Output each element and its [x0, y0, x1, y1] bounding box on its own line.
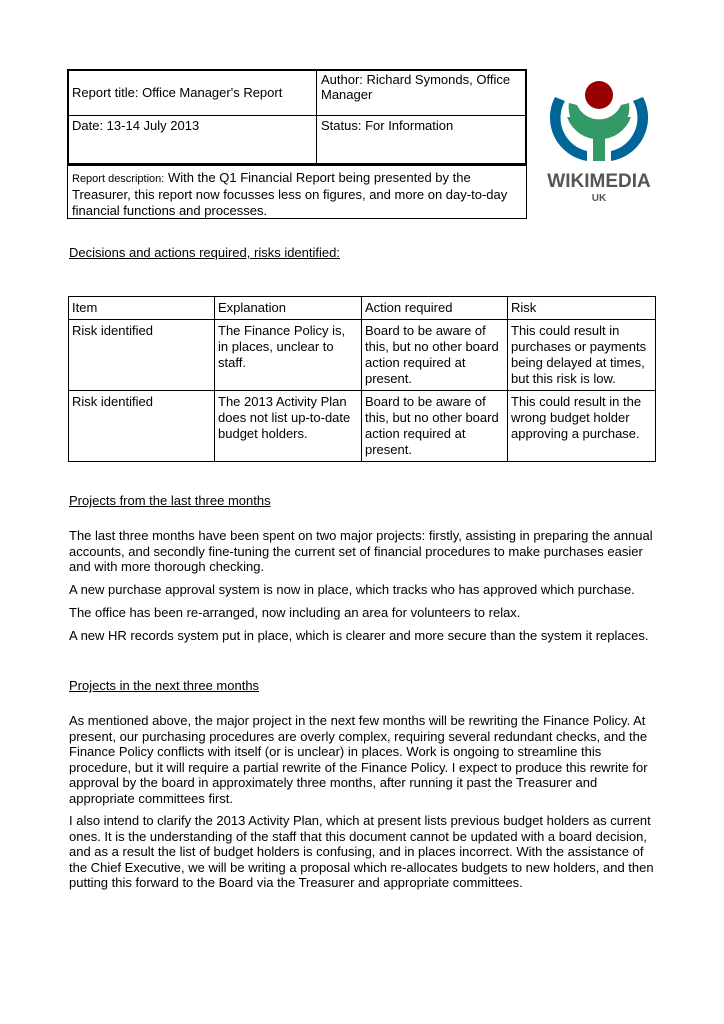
next-paragraph-2: I also intend to clarify the 2013 Activity Plan, which at present lists previous budget holders as current ones. It is the understanding of the staff that this document cannot be updated with a board decision, and as a result the list of budget holders is confusing, and in places incorrect. With the assistance of the Chief Executive, we will be writing a proposal which re-allocates budgets to new holders, and then putting this forward to the Board via the Treasurer and appropriate committees.	[69, 813, 654, 890]
table-header-row	[69, 297, 656, 320]
wikimedia-uk-logo	[541, 77, 659, 207]
column-header-explanation: Explanation	[215, 297, 362, 320]
table-cell: The 2013 Activity Plan does not list up-to-date budget holders.	[215, 391, 362, 462]
table-cell: Risk identified	[69, 320, 215, 391]
logo-red-dot	[585, 81, 613, 109]
logo-wordmark: WIKIMEDIA	[547, 171, 651, 192]
report-header-table	[67, 69, 527, 164]
column-header-item: Item	[69, 297, 215, 320]
report-date: Date: 13-14 July 2013	[68, 116, 317, 164]
logo-subtext: UK	[591, 193, 607, 204]
table-cell: The Finance Policy is, in places, unclear to staff.	[215, 320, 362, 391]
report-status: Status: For Information	[317, 116, 527, 164]
table-cell: Board to be aware of this, but no other board action required at present.	[362, 391, 508, 462]
past-paragraph-1: The last three months have been spent on two major projects: firstly, assisting in preparing the annual accounts, and secondly fine-tuning the current set of financial procedures to make purchases easier and with more thorough checking.	[69, 528, 653, 574]
table-cell: Board to be aware of this, but no other board action required at present.	[362, 320, 508, 391]
past-paragraph-2: A new purchase approval system is now in place, which tracks who has approved which purchase.	[69, 582, 635, 597]
decisions-table	[68, 296, 656, 462]
table-row	[69, 320, 656, 391]
decisions-heading: Decisions and actions required, risks identified:	[69, 245, 340, 260]
next-projects-heading: Projects in the next three months	[69, 678, 260, 693]
description-text: With the Q1 Financial Report being presented by the Treasurer, this report now focusses less on figures, and more on day-to-day financial functions and processes.	[72, 170, 508, 218]
table-cell: This could result in the wrong budget holder approving a purchase.	[508, 391, 656, 462]
report-author: Author: Richard Symonds, Office Manager	[317, 70, 527, 116]
description-label: Report description:	[72, 173, 165, 185]
past-paragraph-4: A new HR records system put in place, which is clearer and more secure than the system it replaces.	[69, 628, 649, 643]
past-paragraph-3: The office has been re-arranged, now including an area for volunteers to relax.	[69, 605, 521, 620]
next-paragraph-1: As mentioned above, the major project in the next few months will be rewriting the Finance Policy. At present, our purchasing procedures are overly complex, requiring several redundant checks, and the Finance Policy conflicts with itself (or is unclear) in places. Work is ongoing to streamline this procedure, but it will require a partial rewrite of the Finance Policy. I expect to produce this rewrite for approval by the board in approximately three months, after running it past the Treasurer and appropriate committees first.	[69, 713, 648, 806]
table-cell: This could result in purchases or payments being delayed at times, but this risk is low.	[508, 320, 656, 391]
report-title: Report title: Office Manager's Report	[68, 70, 317, 116]
column-header-risk: Risk	[508, 297, 656, 320]
table-cell: Risk identified	[69, 391, 215, 462]
report-description	[67, 165, 527, 219]
column-header-action: Action required	[362, 297, 508, 320]
table-row	[69, 391, 656, 462]
past-projects-heading: Projects from the last three months	[69, 493, 271, 508]
